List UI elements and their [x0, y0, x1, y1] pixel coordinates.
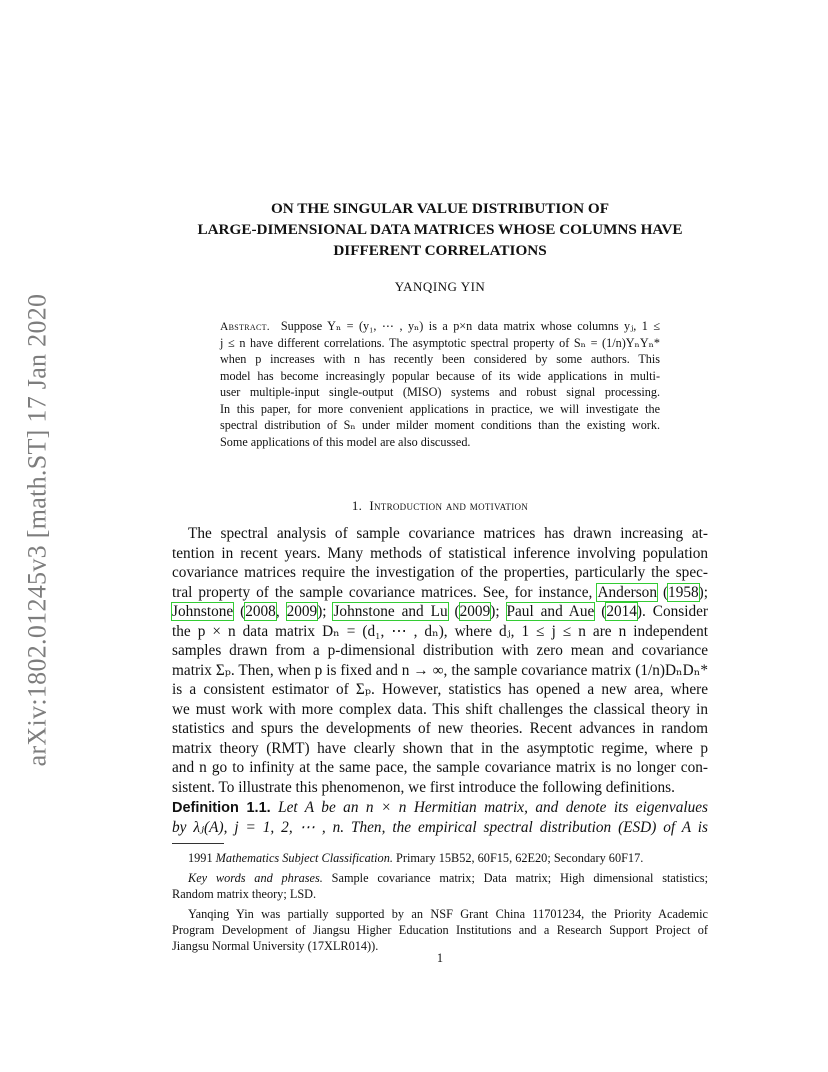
body-line: matrix theory (RMT) have clearly shown that in the asymptotic regime, where p [172, 739, 708, 757]
body-paragraph [172, 524, 708, 797]
body-line: the p × n data matrix Dₙ = (d₁, ⋯ , dₙ), where dⱼ, 1 ≤ j ≤ n are n independent [172, 622, 708, 640]
page-number: 1 [436, 951, 444, 965]
abstract-label: Abstract. [220, 320, 270, 333]
citation-link-anderson-year[interactable]: 1958 [668, 583, 699, 601]
section-number: 1. [351, 498, 363, 513]
abstract-line [220, 318, 660, 335]
title-line: ON THE SINGULAR VALUE DISTRIBUTION OF [270, 200, 609, 217]
definition-block [172, 798, 708, 838]
body-line: sistent. To illustrate this phenomenon, we first introduce the following definitions. [172, 778, 675, 796]
citation-link-johnstone[interactable]: Johnstone [172, 603, 234, 620]
title-line: DIFFERENT CORRELATIONS [333, 242, 547, 259]
footnote-divider [172, 843, 224, 844]
definition-text: Let A be an n × n Hermitian matrix, and denote its eigenvalues [278, 799, 708, 816]
abstract-line: In this paper, for more convenient applications in practice, we will investigate the [220, 401, 660, 416]
citation-link-johnstone-2008[interactable]: 2008 [245, 603, 276, 620]
keywords-text: Sample covariance matrix; Data matrix; High dimensional statistics; [322, 871, 709, 885]
body-line: and n go to infinity at the same pace, the sample covariance matrix is no longer con- [172, 759, 708, 776]
msc-text: Primary 15B52, 60F15, 62E20; Secondary 60F17. [392, 851, 644, 865]
citation-link-paul-aue[interactable]: Paul and Aue [506, 603, 595, 620]
abstract [220, 318, 660, 450]
paper-title [120, 198, 760, 261]
abstract-line: j ≤ n have different correlations. The asymptotic spectral property of Sₙ = (1/n)YₙYₙ* [220, 335, 660, 350]
definition-line: by λⱼ(A), j = 1, 2, ⋯ , n. Then, the empirical spectral distribution (ESD) of A is [172, 819, 708, 836]
citation-link-johnstone-2009[interactable]: 2009 [286, 603, 318, 620]
arxiv-identifier: arXiv:1802.01245v3 [math.ST] 17 Jan 2020 [22, 293, 52, 767]
footnote-keywords-cont: Random matrix theory; LSD. [172, 887, 317, 901]
footnote-msc [172, 850, 708, 866]
body-line: matrix Σₚ. Then, when p is fixed and n → ∞, the sample covariance matrix (1/n)DₙDₙ* [172, 661, 708, 679]
msc-label: Mathematics Subject Classification. [215, 851, 393, 865]
definition-label: Definition 1.1. [172, 800, 271, 816]
citation-link-paul-aue-year[interactable]: 2014 [606, 603, 637, 620]
body-line: statistics and spurs the developments of new theories. Recent advances in random [172, 720, 708, 737]
body-line: covariance matrices require the investigation of the properties, particularly the spec- [172, 564, 708, 581]
abstract-line: spectral distribution of Sₙ under milder moment conditions than the existing work. [220, 418, 660, 432]
body-line: we must work with more complex data. This shift challenges the classical theory in [172, 700, 708, 718]
body-line: tral property of the sample covariance matrices. See, for instance, Anderson (1958); [172, 583, 708, 601]
abstract-line: user multiple-input single-output (MISO) systems and robust signal processing. [220, 385, 660, 399]
section-title: Introduction and motivation [369, 498, 529, 513]
body-text-segment: tral property of the sample covariance matrices. See, for instance, [172, 583, 598, 601]
citation-link-johnstone-lu[interactable]: Johnstone and Lu [333, 603, 448, 620]
msc-year: 1991 [188, 851, 216, 865]
citation-link-johnstone-lu-year[interactable]: 2009 [459, 603, 491, 620]
body-line: is a consistent estimator of Σₚ. However, statistics has opened a new area, where [172, 681, 708, 698]
body-line: The spectral analysis of sample covariance matrices has drawn increasing at- [188, 525, 708, 542]
arxiv-sidebar-stamp [14, 280, 60, 780]
section-heading [120, 498, 760, 514]
abstract-line: when p increases with n has recently been considered by some authors. This [220, 352, 660, 366]
abstract-text: Suppose Yₙ = (y₁, ⋯ , yₙ) is a p×n data matrix whose columns yⱼ, 1 ≤ [280, 319, 661, 333]
body-line: samples drawn from a p-dimensional distribution with zero mean and covariance [172, 642, 708, 659]
author-name: YANQING YIN [394, 279, 486, 294]
body-text-segment: . Consider [642, 603, 709, 620]
abstract-line: Some applications of this model are also discussed. [220, 434, 471, 449]
body-line: Johnstone (2008, 2009); Johnstone and Lu (2009); Paul and Aue (2014). Consider [172, 603, 709, 620]
body-line: tention in recent years. Many methods of statistical inference involving population [172, 544, 708, 562]
footnote-keywords [172, 870, 708, 886]
citation-link-anderson[interactable]: Anderson [597, 583, 657, 601]
title-line: LARGE-DIMENSIONAL DATA MATRICES WHOSE COLUMNS HAVE [197, 221, 683, 238]
abstract-line: model has become increasingly popular because of its wide applications in multi- [220, 368, 660, 383]
footnotes [172, 850, 708, 954]
footnote-support-cont: Program Development of Jiangsu Higher Education Institutions and a Research Support Project of [172, 923, 708, 937]
footnote-support: Yanqing Yin was partially supported by an NSF Grant China 11701234, the Priority Academic [188, 907, 708, 921]
keywords-label: Key words and phrases. [188, 871, 323, 885]
definition-line [172, 798, 708, 818]
footnote-support-cont: Jiangsu Normal University (17XLR014)). [172, 939, 379, 953]
